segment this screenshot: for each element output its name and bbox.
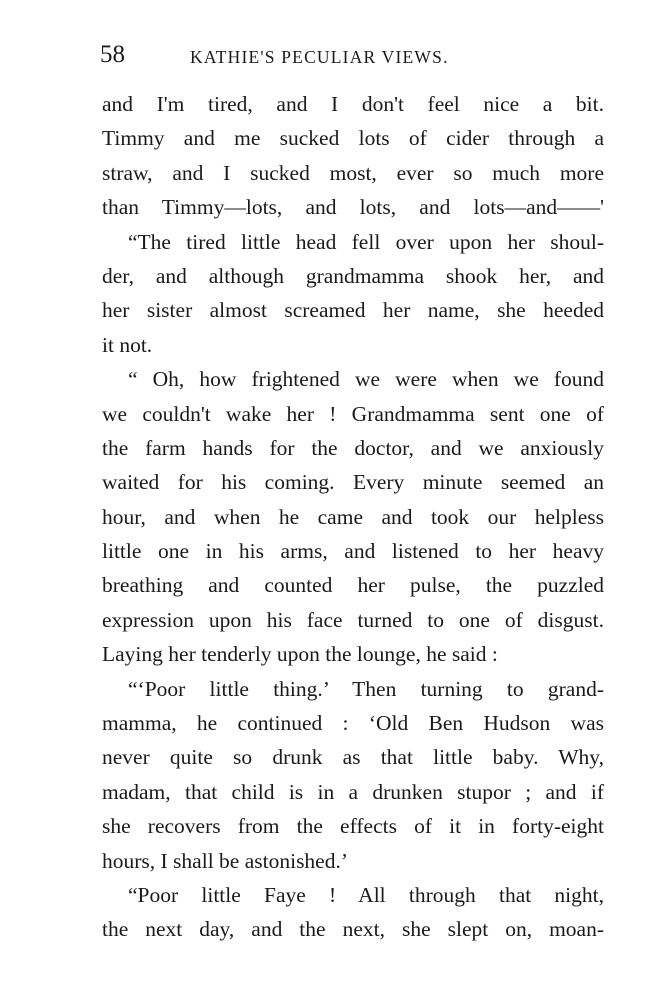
text-line: it not.	[102, 332, 153, 357]
text-line: we couldn't wake her ! Grandmamma sent one of	[102, 401, 604, 426]
page-number: 58	[100, 41, 125, 68]
text-line: der, and although grandmamma shook her, and	[102, 263, 604, 288]
text-line: hours, I shall be astonished.’	[102, 848, 349, 873]
text-line: waited for his coming. Every minute seemed an	[102, 470, 604, 495]
body-text	[102, 87, 604, 947]
text-line: and I'm tired, and I don't feel nice a bit.	[102, 92, 604, 116]
text-line: hour, and when he came and took our helpless	[102, 504, 604, 529]
text-line: she recovers from the effects of it in forty-eight	[102, 814, 604, 839]
text-line: “The tired little head fell over upon her shoul-	[128, 229, 604, 254]
running-head: KATHIE'S PECULIAR VIEWS.	[190, 47, 449, 67]
text-line: little one in his arms, and listened to her heavy	[102, 539, 604, 564]
text-line: mamma, he continued : ‘Old Ben Hudson was	[102, 711, 604, 736]
text-line: “ Oh, how frightened we were when we found	[128, 367, 604, 392]
text-line: the next day, and the next, she slept on, moan-	[102, 917, 604, 942]
text-line: never quite so drunk as that little baby. Why,	[102, 745, 604, 770]
text-line: her sister almost screamed her name, she heeded	[102, 298, 604, 323]
text-line: “Poor little Faye ! All through that night,	[128, 882, 604, 907]
text-line: Timmy and me sucked lots of cider through a	[102, 126, 604, 151]
text-line: Laying her tenderly upon the lounge, he said :	[102, 642, 498, 667]
text-line: than Timmy—lots, and lots, and lots—and——'	[102, 195, 604, 220]
text-line: madam, that child is in a drunken stupor ; and if	[102, 779, 604, 804]
text-line: expression upon his face turned to one of disgust.	[102, 607, 604, 632]
text-line: breathing and counted her pulse, the puzzled	[102, 573, 604, 598]
page-header	[96, 38, 606, 72]
text-line: straw, and I sucked most, ever so much more	[102, 160, 604, 185]
text-line: the farm hands for the doctor, and we anxiously	[102, 435, 604, 460]
text-line: “‘Poor little thing.’ Then turning to grand-	[128, 676, 604, 701]
